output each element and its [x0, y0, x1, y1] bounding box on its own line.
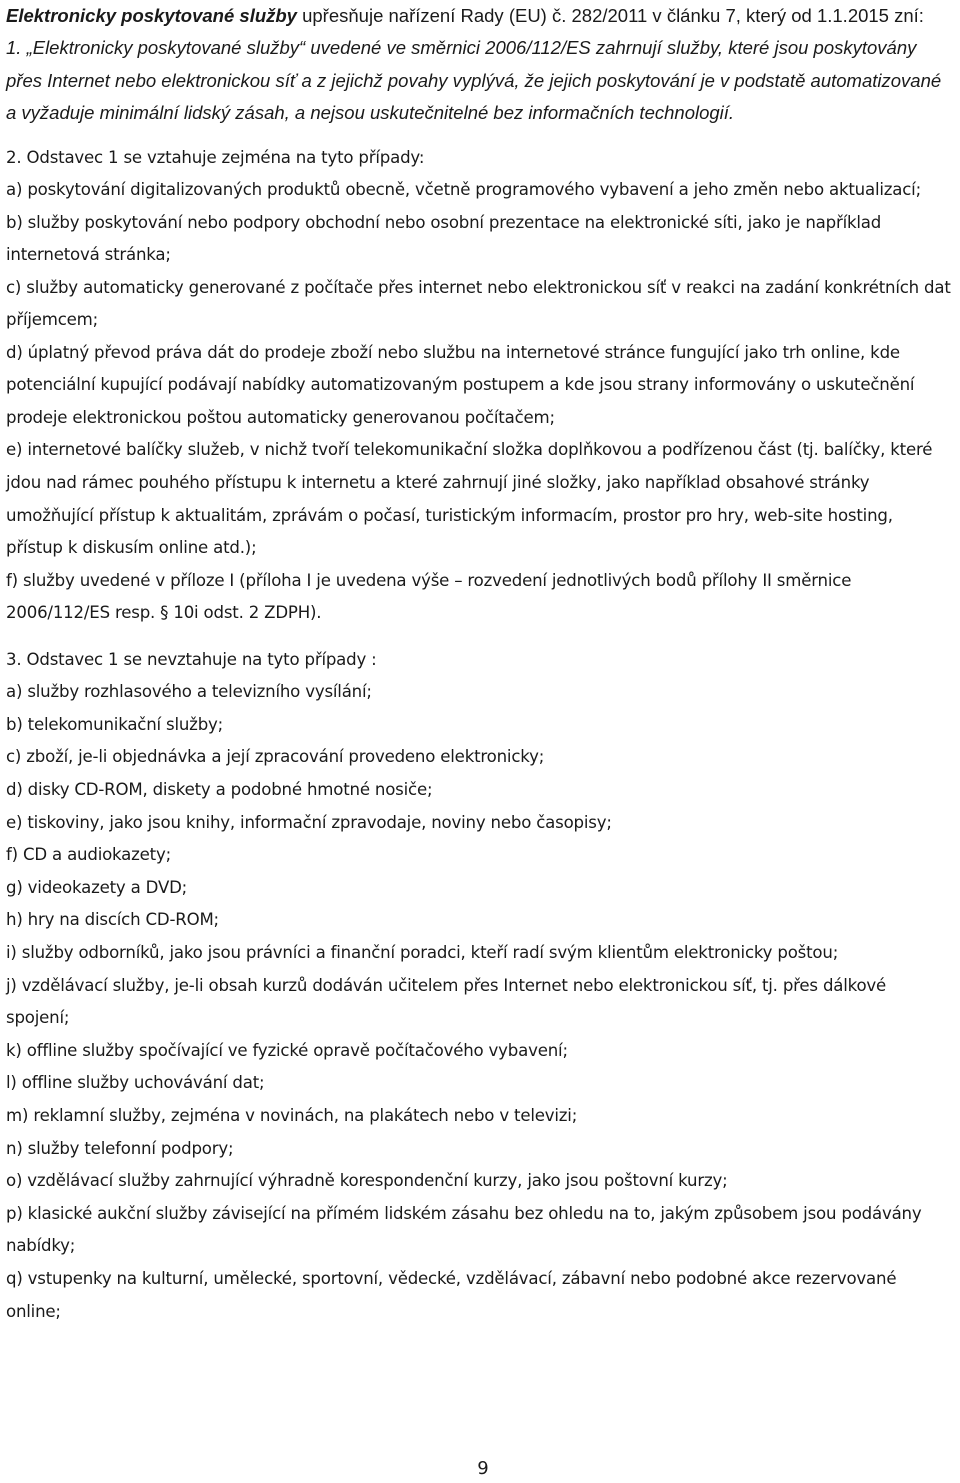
section-3-item-i: i) služby odborníků, jako jsou právníci a finanční poradci, kteří radí svým klientům elektronicky poštou; [6, 943, 839, 963]
section-3-item-l: l) offline služby uchovávání dat; [6, 1073, 265, 1093]
section-3-item-m: m) reklamní služby, zejména v novinách, na plakátech nebo v televizi; [6, 1106, 578, 1126]
section-2-item-e: e) internetové balíčky služeb, v nichž tvoří telekomunikační složka doplňkovou a podřízenou část (tj. balíčky, které jdou nad rámec pouhého přístupu k internetu a které zahrnují jiné složky, jako například obsahové stránky umožňující přístup k aktualitám, zprávám o počasí, turistickým informacím, prostor pro hry, web-site hosting, přístup k diskusím online atd.); [6, 440, 933, 558]
section-2-item-c: c) služby automaticky generované z počítače přes internet nebo elektronickou síť v reakci na zadání konkrétních dat příjemcem; [6, 277, 951, 330]
section-3-item-f: f) CD a audiokazety; [6, 845, 171, 865]
section-2-item-d: d) úplatný převod práva dát do prodeje zboží nebo službu na internetové stránce fungující jako trh online, kde potenciální kupující podávají nabídky automatizovaným postupem a kde jsou strany informovány o uskutečnění prodeje elektronickou poštou automaticky generovanou počítačem; [6, 342, 915, 427]
page-number: 9 [477, 1458, 489, 1479]
heading-rest: upřesňuje nařízení Rady (EU) č. 282/2011 v článku 7, který od 1.1.2015 zní: [296, 5, 924, 26]
section-3-item-n: n) služby telefonní podpory; [6, 1138, 234, 1158]
section-3-item-a: a) služby rozhlasového a televizního vysílání; [6, 682, 372, 702]
section-3-item-p: p) klasické aukční služby závisející na přímém lidském zásahu bez ohledu na to, jakým způsobem jsou podávány nabídky; [6, 1203, 922, 1256]
section-2 [6, 142, 954, 630]
section-3-item-e: e) tiskoviny, jako jsou knihy, informační zpravodaje, noviny nebo časopisy; [6, 812, 612, 832]
section-3-item-d: d) disky CD-ROM, diskety a podobné hmotné nosiče; [6, 780, 433, 800]
section-3-item-g: g) videokazety a DVD; [6, 877, 188, 897]
paragraph-1: 1. „Elektronicky poskytované služby“ uvedené ve směrnici 2006/112/ES zahrnují služby, které jsou poskytovány přes Internet nebo elektronickou síť a z jejichž povahy vyplývá, že jejich poskytování je v podstatě automatizované a vyžaduje minimální lidský zásah, a nejsou uskutečnitelné bez informačních technologií. [6, 37, 942, 123]
document-heading [6, 0, 954, 32]
section-3-item-j: j) vzdělávací služby, je-li obsah kurzů dodáván učitelem přes Internet nebo elektronickou síť, tj. přes dálkové spojení; [6, 975, 887, 1028]
section-3-item-b: b) telekomunikační služby; [6, 714, 224, 734]
heading-bold-term: Elektronicky poskytované služby [6, 5, 297, 26]
section-3-item-k: k) offline služby spočívající ve fyzické opravě počítačového vybavení; [6, 1040, 568, 1060]
section-3-item-c: c) zboží, je-li objednávka a její zpracování provedeno elektronicky; [6, 747, 545, 767]
section-3-item-o: o) vzdělávací služby zahrnující výhradně korespondenční kurzy, jako jsou poštovní kurzy; [6, 1171, 728, 1191]
document-page [6, 0, 954, 1328]
section-2-item-f: f) služby uvedené v příloze I (příloha I je uvedena výše – rozvedení jednotlivých bodů přílohy II směrnice 2006/112/ES resp. § 10i odst. 2 ZDPH). [6, 570, 852, 623]
section-3 [6, 644, 954, 1328]
section-2-item-a: a) poskytování digitalizovaných produktů obecně, včetně programového vybavení a jeho změn nebo aktualizací; [6, 180, 921, 200]
section-3-intro: 3. Odstavec 1 se nevztahuje na tyto případy : [6, 649, 377, 669]
section-3-item-q: q) vstupenky na kulturní, umělecké, sportovní, vědecké, vzdělávací, zábavní nebo podobné akce rezervované online; [6, 1268, 897, 1321]
section-2-intro: 2. Odstavec 1 se vztahuje zejména na tyto případy: [6, 147, 425, 167]
section-3-item-h: h) hry na discích CD-ROM; [6, 910, 219, 930]
section-2-item-b: b) služby poskytování nebo podpory obchodní nebo osobní prezentace na elektronické síti, jako je například internetová stránka; [6, 212, 882, 265]
